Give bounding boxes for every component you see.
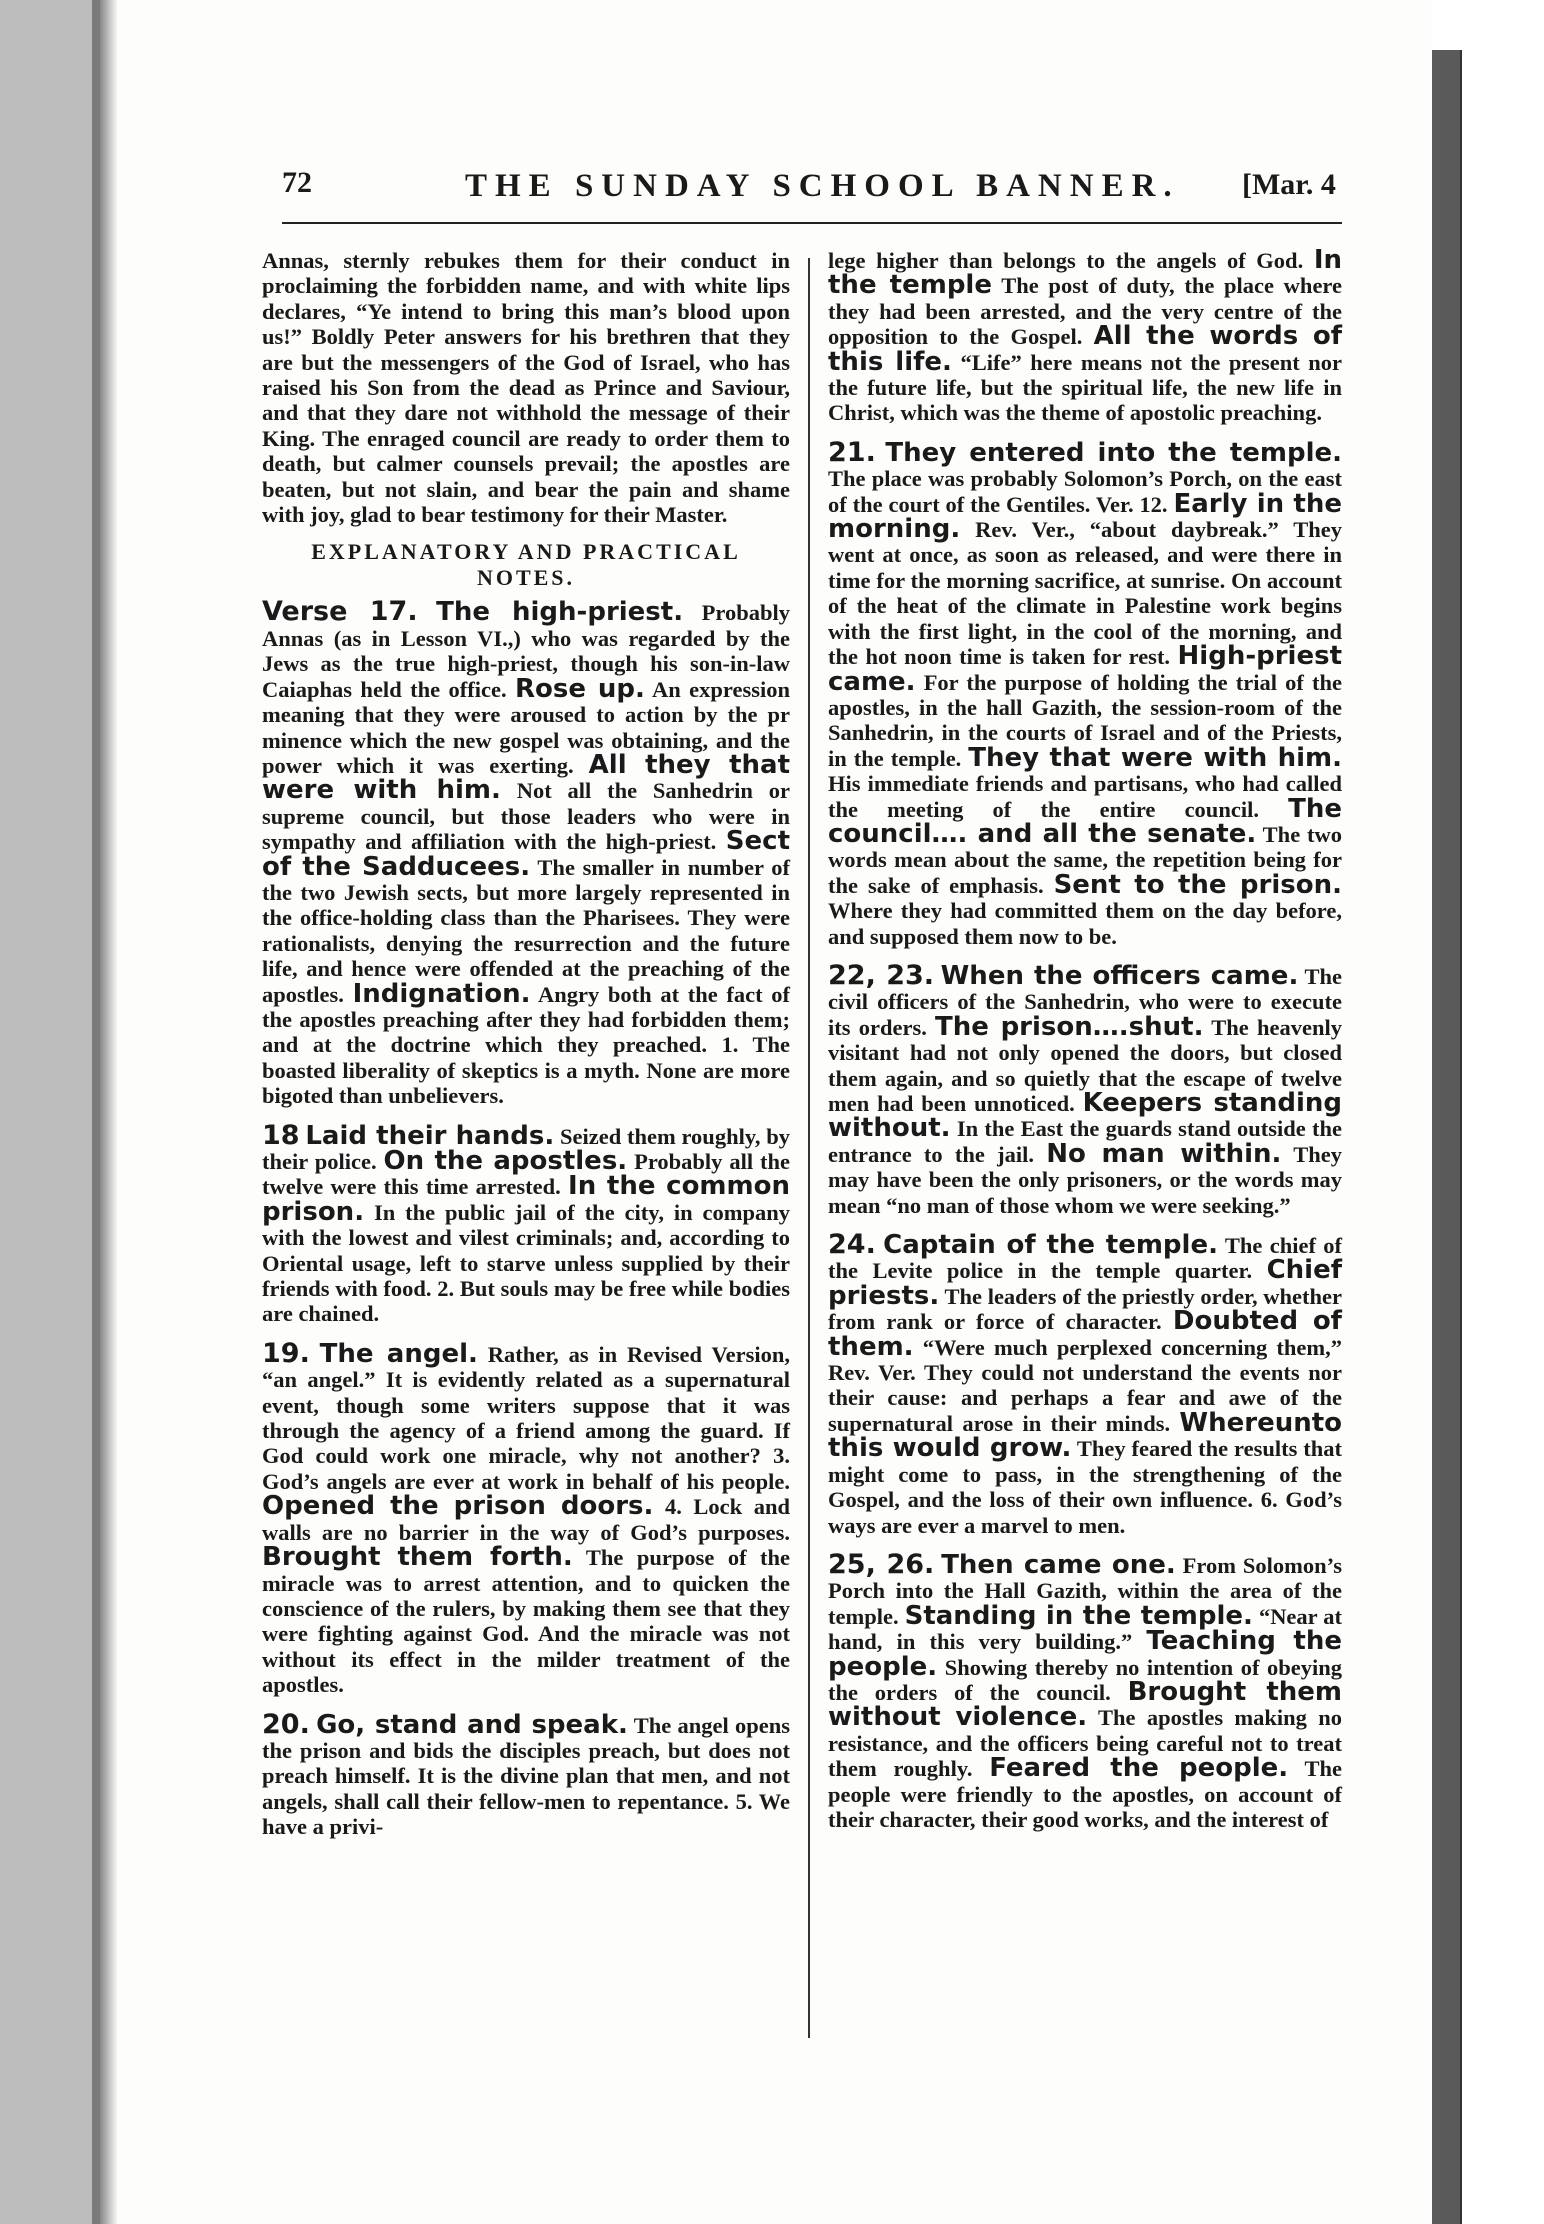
note-text: “Life” here means not the present nor the future life, but the spiritual life, the new life in Christ, which was the theme of apostolic preaching. [828, 349, 1343, 426]
note-text: 4. Lock and walls are no barrier in the way of God’s purposes. [262, 1494, 790, 1545]
next-page-sliver [1460, 50, 1544, 2224]
keyword: In the common prison. [262, 1171, 790, 1227]
note-verse-17 [262, 596, 791, 1109]
keyword: The angel. [319, 1338, 478, 1369]
column-divider [808, 258, 810, 2038]
keyword: Captain of the temple. [883, 1230, 1218, 1261]
keyword: Then came one. [941, 1549, 1176, 1580]
note-text: Seized them roughly, by their police. [262, 1123, 790, 1174]
note-text: Rather, as in Revised Version, “an angel.” It is evidently related as a supernatural event, though some writers suppose that it was through the agency of a friend among the guard. If God could work one miracle, why not another? 3. God’s angels are ever at work in behalf of his people. [262, 1341, 790, 1494]
keyword: On the apostles. [383, 1146, 628, 1176]
note-verse-21 [828, 436, 1343, 949]
keyword: Opened the prison doors. [262, 1491, 654, 1522]
keyword: Sect of the Sadducees. [262, 826, 790, 882]
keyword: The prison….shut. [935, 1011, 1204, 1042]
scan-border-left [0, 0, 92, 2224]
note-verse-20 [262, 1708, 790, 1840]
note-text: lege higher than belongs to the angels of God. [828, 248, 1304, 273]
note-text: From Solomon’s Porch into the Hall Gazith, within the area of the temple. [828, 1552, 1342, 1629]
verse-number: 25, 26. [828, 1548, 935, 1580]
verse-number: 18 [262, 1119, 300, 1151]
page-edge-right [1432, 50, 1460, 2224]
intro-paragraph: Annas, sternly rebukes them for their conduct in proclaiming the forbidden name, and with white lips declares, “Ye intend to bring this man’s blood upon us!” Boldly Peter answers for his brethren that they are but the messengers of the God of Israel, who has raised his Son from the dead as Prince and Saviour, and that they dare not withhold the message of their King. The enraged council are ready to order them to death, but calmer counsels prevail; the apostles are beaten, but not slain, and bear the pain and shame with joy, glad to bear testimony for their Master. [262, 248, 790, 528]
note-text: The leaders of the priestly order, whether from rank or force of character. [828, 1283, 1342, 1335]
keyword: Brought them forth. [262, 1542, 573, 1573]
note-text: The chief of the Levite police in the temple quarter. [828, 1233, 1343, 1284]
running-header [282, 150, 1364, 220]
note-text: In the public jail of the city, in company with the lowest and vilest criminals; and, according to Oriental usage, left to starve unless supplied by their friends with food. 2. But souls may be free while bodies are chained. [262, 1199, 790, 1327]
verse-number: 24. [828, 1229, 876, 1261]
keyword: In the temple [828, 245, 1343, 301]
left-column [262, 248, 790, 1840]
note-text: Not all the Sanhedrin or supreme council, but those leaders who were in sympathy and affiliation with the high-priest. [262, 778, 791, 855]
note-text: An expression meaning that they were aroused to action by the pr minence which the new gospel was obtaining, and the power which it was exerting. [262, 676, 791, 778]
note-text: “Near at hand, in this very building.” [828, 1603, 1342, 1655]
keyword: Keepers standing without. [828, 1088, 1342, 1144]
note-text: The people were friendly to the apostles, on account of their character, their good works, and the interest of [828, 1756, 1343, 1832]
note-text: His immediate friends and partisans, who had called the meeting of the entire council. [828, 771, 1342, 822]
keyword: Early in the morning. [828, 488, 1343, 545]
note-text: The two words mean about the same, the repetition being for the sake of emphasis. [828, 821, 1343, 898]
keyword: They that were with him. [968, 742, 1343, 773]
keyword: Standing in the temple. [904, 1600, 1253, 1631]
keyword: Sent to the prison. [1053, 869, 1343, 900]
keyword: Laid their hands. [305, 1120, 555, 1151]
keyword: All the words of this life. [828, 321, 1343, 377]
verse-number: Verse 17. [262, 596, 418, 628]
note-verse-25-26 [828, 1548, 1343, 1832]
note-text: “Were much perplexed concerning them,” Rev. Ver. They could not understand the events nor their cause: and perhaps a fear and awe of the supernatural arose in their minds. [828, 1334, 1343, 1436]
note-text: In the East the guards stand outside the entrance to the jail. [828, 1116, 1342, 1167]
note-verse-20-continued [828, 245, 1343, 426]
keyword: Teaching the people. [828, 1626, 1342, 1682]
keyword: They entered into the temple. [885, 437, 1343, 468]
note-text: The place was probably Solomon’s Porch, on the east of the court of the Gentiles. Ver. 12. [828, 466, 1342, 517]
note-verse-22-23 [828, 959, 1343, 1218]
note-text: Probably Annas (as in Lesson VI.,) who was regarded by the Jews as the true high-priest, though his son-in-law Caiaphas held the office. [262, 600, 790, 702]
note-verse-24 [828, 1229, 1343, 1538]
keyword: Rose up. [515, 673, 645, 704]
verse-number: 21. [828, 436, 876, 468]
note-text: The heavenly visitant had not only opened the doors, but closed them again, and so quietly that the escape of twelve men had been unnoticed. [828, 1014, 1342, 1116]
note-text: Showing thereby no intention of obeying the orders of the council. [828, 1654, 1342, 1705]
note-text: The civil officers of the Sanhedrin, who were to execute its orders. [828, 963, 1343, 1040]
keyword: Feared the people. [989, 1753, 1289, 1784]
note-text: The smaller in number of the two Jewish sects, but more largely represented in the office-holding class than the Pharisees. They were rationalists, denying the resurrection and the future life, and hence were offended at the preaching of the apostles. [262, 854, 791, 1007]
publication-title: THE SUNDAY SCHOOL BANNER. [465, 168, 1180, 204]
keyword: Go, stand and speak. [316, 1709, 628, 1740]
verse-number: 20. [262, 1708, 310, 1740]
note-text: Probably all the twelve were this time arrested. [262, 1149, 790, 1200]
note-text: They may have been the only prisoners, or the words may mean “no man of those whom we were seeking.” [828, 1141, 1343, 1218]
page-gutter-shadow [100, 0, 118, 2224]
note-text: The post of duty, the place where they had been arrested, and the very centre of the opposition to the Gospel. [828, 273, 1342, 350]
right-column [828, 245, 1343, 1832]
note-text: They feared the results that might come to pass, in the strengthening of the Gospel, and the loss of their own influence. 6. God’s ways are ever a marvel to men. [828, 1436, 1342, 1538]
note-text: Angry both at the fact of the apostles preaching after they had forbidden them; and at the doctrine which they preached. 1. The boasted liberality of skeptics is a myth. None are more bigoted than unbelievers. [262, 981, 791, 1109]
page-number: 72 [282, 166, 312, 199]
note-text: The purpose of the miracle was to arrest attention, and to quicken the conscience of the rulers, by making them see that they were fighting against God. And the miracle was not without its effect in the milder treatment of the apostles. [262, 1545, 791, 1698]
keyword: The high-priest. [436, 597, 684, 628]
keyword: All they that were with him. [262, 749, 790, 806]
keyword: High-priest came. [828, 641, 1342, 697]
keyword: Indignation. [352, 978, 531, 1009]
verse-number: 22, 23. [828, 959, 935, 991]
note-verse-18 [262, 1119, 790, 1327]
note-verse-19 [262, 1337, 791, 1698]
note-text: The angel opens the prison and bids the disciples preach, but does not preach himself. It is the divine plan that men, and not angels, shall call their fellow-men to repentance. 5. We have a privi- [262, 1712, 790, 1840]
keyword: Brought them without violence. [828, 1676, 1343, 1733]
note-text: Rev. Ver., “about daybreak.” They went at once, as soon as released, and were there in time for the morning sacrifice, at sunrise. On account of the heat of the climate in Palestine work begins with the first light, in the cool of the morning, and the hot noon time is taken for rest. [828, 517, 1343, 670]
keyword: Doubted of them. [828, 1306, 1342, 1362]
issue-date: [Mar. 4 [1242, 168, 1336, 201]
header-rule [282, 222, 1342, 224]
keyword: Chief priests. [828, 1255, 1343, 1311]
note-text: Where they had committed them on the day before, and supposed them now to be. [828, 898, 1342, 949]
note-text: For the purpose of holding the trial of the apostles, in the hall Gazith, the session-room of the Sanhedrin, in the courts of Israel and of the Priests, in the temple. [828, 669, 1342, 771]
keyword: The council…. and all the senate. [828, 793, 1343, 849]
keyword: Whereunto this would grow. [828, 1407, 1343, 1464]
keyword: When the officers came. [940, 960, 1299, 991]
note-text: The apostles making no resistance, and the officers being careful not to treat them roughly. [828, 1705, 1342, 1782]
verse-number: 19. [262, 1337, 310, 1369]
keyword: No man within. [1046, 1138, 1282, 1169]
notes-heading: EXPLANATORY AND PRACTICAL NOTES. [311, 539, 741, 591]
